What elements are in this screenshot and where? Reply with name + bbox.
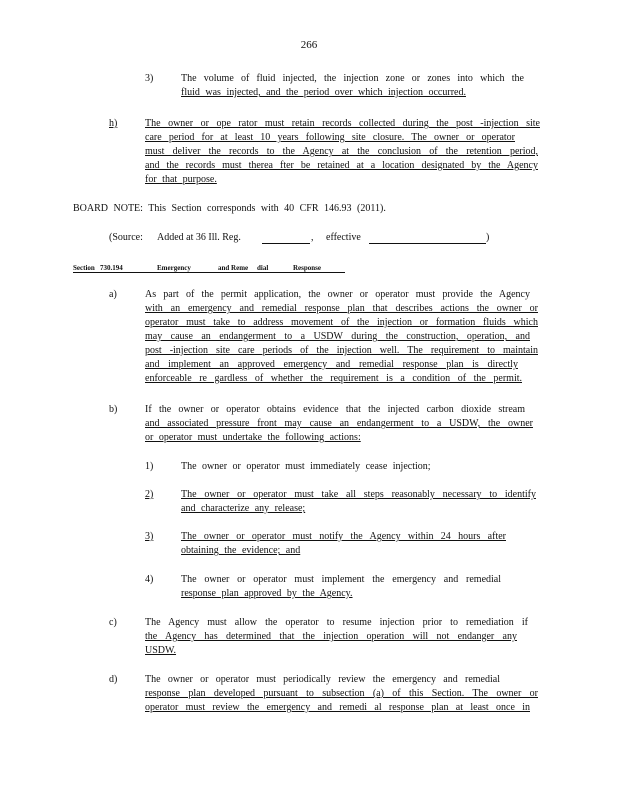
section-label: Section [73,264,95,272]
item-b2-line: The owner or operator must take all steps reasonably necessary to identify [181,489,536,500]
item-c-line: the Agency has determined that the injection operation will not endanger any [145,631,517,642]
source-close: ) [486,232,490,243]
item-a-line: operator must take to address movement of the injection or formation fluids which [145,317,538,328]
effective-date-blank [369,233,486,244]
section-title-part: and Reme [218,264,249,272]
item-b1-line: The owner or operator must immediately cease injection; [181,461,431,472]
item-a-line: with an emergency and remedial response plan that describes actions the owner or [145,303,538,314]
item-a-line: As part of the permit application, the owner or operator must provide the Agency [145,289,530,300]
item-b3-line: obtaining the evidence; and [181,545,301,556]
section-title-part: Response [293,264,322,272]
section-heading-underline [73,272,345,273]
register-page-blank [262,233,310,244]
item-a-line: post -injection site care periods of the injection well. The requirement to maintain [145,345,538,356]
item-a-line: enforceable re gardless of whether the requirement is a condition of the permit. [145,373,522,384]
item-b-line: or operator must undertake the following actions: [145,432,361,443]
source-added: Added at 36 Ill. Reg. [157,232,241,243]
item-a-line: and implement an approved emergency and remedial response plan is directly [145,359,518,370]
board-note: BOARD NOTE: This Section corresponds with 40 CFR 146.93 (2011). [73,203,386,214]
item-3-label: 3) [145,73,154,84]
item-d-label: d) [109,674,118,685]
item-h-line: and the records must therea fter be retained at a location designated by the Agency [145,160,538,171]
item-h-line: The owner or ope rator must retain records collected during the post -injection site [145,118,540,129]
item-h-label: h) [109,118,118,129]
item-3-line: The volume of fluid injected, the injection zone or zones into which the [181,73,524,84]
item-h-line: care period for at least 10 years following site closure. The owner or operator [145,132,515,143]
source-comma: , [311,232,314,243]
item-d-line: response plan developed pursuant to subsection (a) of this Section. The owner or [145,688,538,699]
item-b1-label: 1) [145,461,154,472]
item-h-line: must deliver the records to the Agency at the conclusion of the retention period, [145,146,538,157]
section-number: 730.194 [100,264,123,272]
item-b-line: and associated pressure front may cause an endangerment to a USDW, the owner [145,418,533,429]
source-prefix: (Source: [109,232,143,243]
item-a-label: a) [109,289,117,300]
item-h-line: for that purpose. [145,174,217,185]
item-b-label: b) [109,404,118,415]
source-effective: effective [326,232,361,243]
item-b3-label: 3) [145,531,154,542]
item-c-label: c) [109,617,117,628]
item-3-line: fluid was injected, and the period over which injection occurred. [181,87,466,98]
item-b2-label: 2) [145,489,154,500]
item-a-line: may cause an endangerment to a USDW during the construction, operation, and [145,331,530,342]
item-c-line: The Agency must allow the operator to resume injection prior to remediation if [145,617,528,628]
page-number: 266 [300,39,318,51]
item-b3-line: The owner or operator must notify the Agency within 24 hours after [181,531,506,542]
section-title-part: Emergency [157,264,191,272]
item-b2-line: and characterize any release; [181,503,306,514]
item-b4-line: response plan approved by the Agency. [181,588,353,599]
item-b-line: If the owner or operator obtains evidence that the injected carbon dioxide stream [145,404,525,415]
section-title-part: dial [257,264,269,272]
item-b4-label: 4) [145,574,154,585]
item-c-line: USDW. [145,645,177,656]
item-d-line: operator must review the emergency and remedi al response plan at least once in [145,702,530,713]
item-b4-line: The owner or operator must implement the emergency and remedial [181,574,501,585]
item-d-line: The owner or operator must periodically review the emergency and remedial [145,674,500,685]
